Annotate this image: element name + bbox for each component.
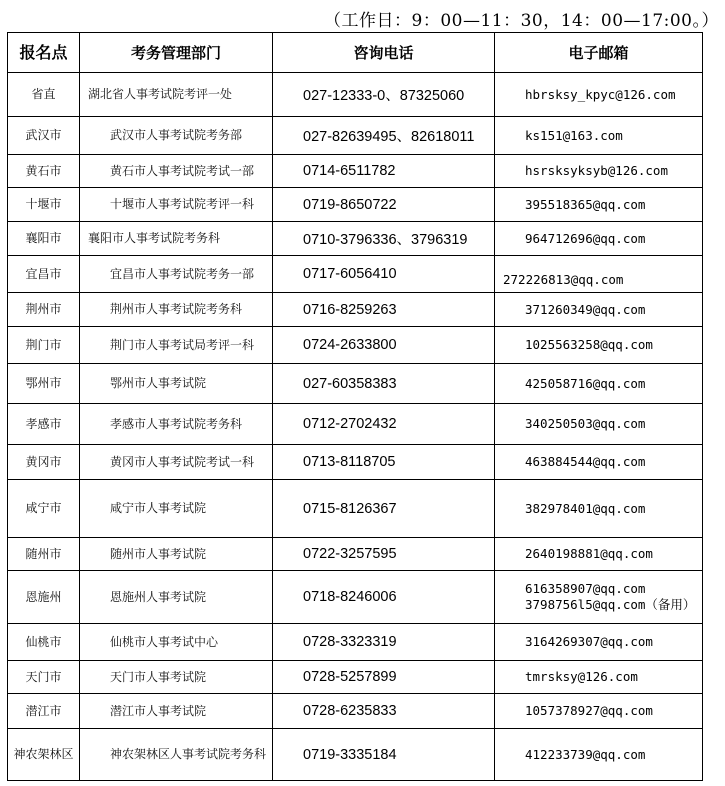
cell-email: 412233739@qq.com bbox=[495, 729, 703, 781]
table-row bbox=[8, 445, 703, 480]
cell-email: 1025563258@qq.com bbox=[495, 327, 703, 364]
cell-department: 天门市人事考试院 bbox=[80, 661, 273, 694]
cell-department: 荆州市人事考试院考务科 bbox=[80, 293, 273, 327]
cell-department: 湖北省人事考试院考评一处 bbox=[80, 73, 273, 117]
cell-department: 黄冈市人事考试院考试一科 bbox=[80, 445, 273, 480]
cell-email: 382978401@qq.com bbox=[495, 480, 703, 538]
email-primary: 616358907@qq.com bbox=[525, 581, 646, 596]
cell-email: 272226813@qq.com bbox=[495, 256, 703, 293]
cell-phone: 027-82639495、82618011 bbox=[273, 117, 495, 155]
cell-phone: 0719-3335184 bbox=[273, 729, 495, 781]
header-location: 报名点 bbox=[8, 33, 80, 73]
cell-phone: 027-12333-0、87325060 bbox=[273, 73, 495, 117]
cell-email: 1057378927@qq.com bbox=[495, 694, 703, 729]
cell-location: 孝感市 bbox=[8, 404, 80, 445]
cell-department: 武汉市人事考试院考务部 bbox=[80, 117, 273, 155]
table-row bbox=[8, 538, 703, 571]
cell-location: 天门市 bbox=[8, 661, 80, 694]
table-row bbox=[8, 624, 703, 661]
table-row bbox=[8, 694, 703, 729]
cell-department: 神农架林区人事考试院考务科 bbox=[80, 729, 273, 781]
cell-email: 964712696@qq.com bbox=[495, 222, 703, 256]
cell-email: 2640198881@qq.com bbox=[495, 538, 703, 571]
table-header-row bbox=[8, 33, 703, 73]
cell-department: 潜江市人事考试院 bbox=[80, 694, 273, 729]
cell-department: 孝感市人事考试院考务科 bbox=[80, 404, 273, 445]
cell-location: 神农架林区 bbox=[8, 729, 80, 781]
cell-phone: 0717-6056410 bbox=[273, 256, 495, 293]
cell-email bbox=[495, 571, 703, 624]
cell-email: 371260349@qq.com bbox=[495, 293, 703, 327]
cell-phone: 027-60358383 bbox=[273, 364, 495, 404]
cell-department: 随州市人事考试院 bbox=[80, 538, 273, 571]
cell-department: 宜昌市人事考试院考务一部 bbox=[80, 256, 273, 293]
cell-email: 425058716@qq.com bbox=[495, 364, 703, 404]
cell-email: hbrsksy_kpyc@126.com bbox=[495, 73, 703, 117]
cell-phone: 0715-8126367 bbox=[273, 480, 495, 538]
cell-phone: 0728-3323319 bbox=[273, 624, 495, 661]
table-row bbox=[8, 404, 703, 445]
header-department: 考务管理部门 bbox=[80, 33, 273, 73]
table-row bbox=[8, 73, 703, 117]
cell-phone: 0728-5257899 bbox=[273, 661, 495, 694]
contact-table bbox=[7, 32, 703, 781]
cell-phone: 0728-6235833 bbox=[273, 694, 495, 729]
cell-email: tmrsksy@126.com bbox=[495, 661, 703, 694]
cell-department: 仙桃市人事考试中心 bbox=[80, 624, 273, 661]
table-row bbox=[8, 571, 703, 624]
table-row bbox=[8, 661, 703, 694]
table-row bbox=[8, 188, 703, 222]
cell-location: 十堰市 bbox=[8, 188, 80, 222]
cell-phone: 0710-3796336、3796319 bbox=[273, 222, 495, 256]
cell-email: 395518365@qq.com bbox=[495, 188, 703, 222]
cell-department: 恩施州人事考试院 bbox=[80, 571, 273, 624]
header-phone: 咨询电话 bbox=[273, 33, 495, 73]
cell-location: 仙桃市 bbox=[8, 624, 80, 661]
cell-location: 黄冈市 bbox=[8, 445, 80, 480]
cell-department: 鄂州市人事考试院 bbox=[80, 364, 273, 404]
work-hours-note: （工作日：9：00—11：30，14：00—17:00。） bbox=[324, 11, 719, 31]
cell-location: 黄石市 bbox=[8, 155, 80, 188]
cell-location: 咸宁市 bbox=[8, 480, 80, 538]
cell-phone: 0714-6511782 bbox=[273, 155, 495, 188]
cell-location: 随州市 bbox=[8, 538, 80, 571]
email-backup: 3798756l5@qq.com（备用） bbox=[525, 597, 696, 612]
cell-department: 十堰市人事考试院考评一科 bbox=[80, 188, 273, 222]
cell-email: 463884544@qq.com bbox=[495, 445, 703, 480]
cell-department: 襄阳市人事考试院考务科 bbox=[80, 222, 273, 256]
cell-email: 3164269307@qq.com bbox=[495, 624, 703, 661]
table-row bbox=[8, 364, 703, 404]
table-row bbox=[8, 729, 703, 781]
table-row bbox=[8, 256, 703, 293]
table-row bbox=[8, 327, 703, 364]
cell-department: 黄石市人事考试院考试一部 bbox=[80, 155, 273, 188]
cell-location: 宜昌市 bbox=[8, 256, 80, 293]
cell-phone: 0718-8246006 bbox=[273, 571, 495, 624]
table-row bbox=[8, 293, 703, 327]
table-row bbox=[8, 222, 703, 256]
cell-department: 荆门市人事考试局考评一科 bbox=[80, 327, 273, 364]
cell-location: 鄂州市 bbox=[8, 364, 80, 404]
cell-location: 武汉市 bbox=[8, 117, 80, 155]
cell-location: 恩施州 bbox=[8, 571, 80, 624]
cell-location: 荆州市 bbox=[8, 293, 80, 327]
cell-phone: 0724-2633800 bbox=[273, 327, 495, 364]
cell-email: hsrsksyksyb@126.com bbox=[495, 155, 703, 188]
cell-email: ks151@163.com bbox=[495, 117, 703, 155]
cell-phone: 0719-8650722 bbox=[273, 188, 495, 222]
cell-phone: 0722-3257595 bbox=[273, 538, 495, 571]
cell-phone: 0713-8118705 bbox=[273, 445, 495, 480]
cell-location: 潜江市 bbox=[8, 694, 80, 729]
cell-location: 襄阳市 bbox=[8, 222, 80, 256]
cell-location: 省直 bbox=[8, 73, 80, 117]
cell-phone: 0712-2702432 bbox=[273, 404, 495, 445]
table-row bbox=[8, 117, 703, 155]
table-row bbox=[8, 155, 703, 188]
cell-location: 荆门市 bbox=[8, 327, 80, 364]
header-email: 电子邮箱 bbox=[495, 33, 703, 73]
cell-email: 340250503@qq.com bbox=[495, 404, 703, 445]
table-row bbox=[8, 480, 703, 538]
cell-phone: 0716-8259263 bbox=[273, 293, 495, 327]
cell-department: 咸宁市人事考试院 bbox=[80, 480, 273, 538]
